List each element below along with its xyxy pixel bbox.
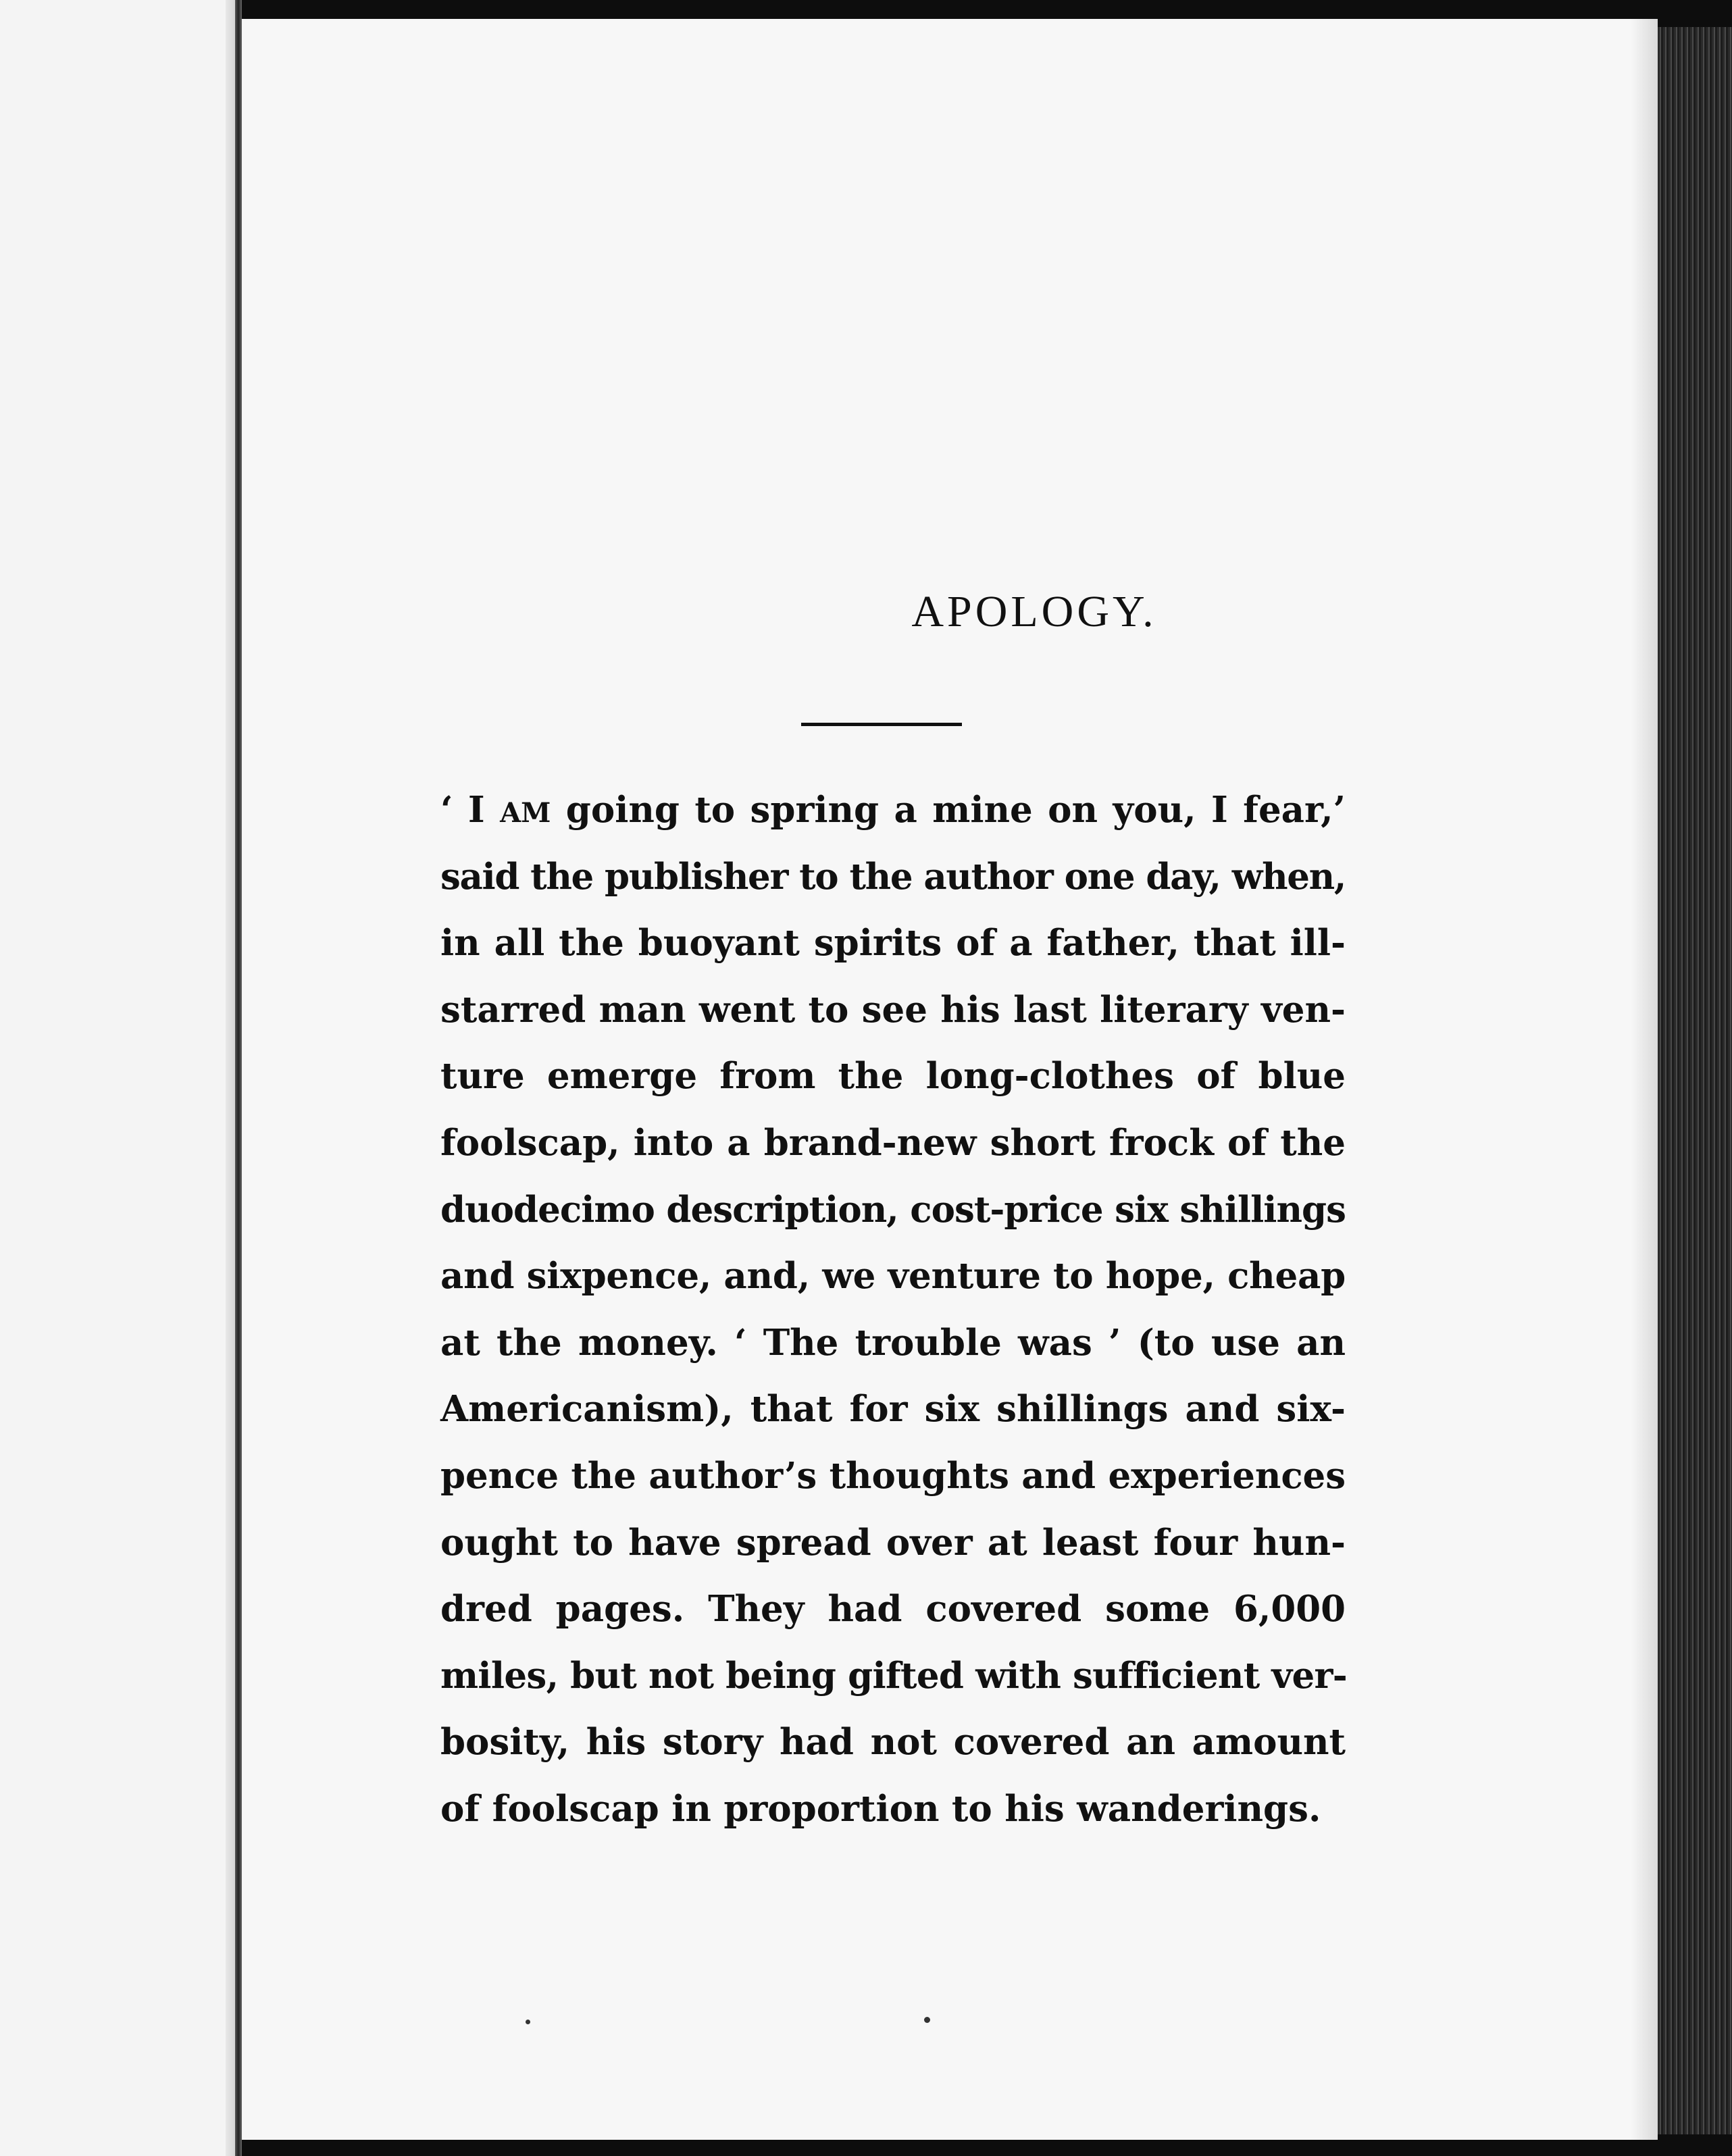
- line-text: dred pages. They had covered some 6,000: [440, 1588, 1346, 1631]
- text-line: [440, 1376, 1346, 1443]
- text-line: [440, 1576, 1346, 1643]
- line-text: ture emerge from the long-clothes of blue: [440, 1055, 1346, 1098]
- text-line: [440, 1709, 1346, 1776]
- book-gutter: [235, 0, 242, 2156]
- line-text: ought to have spread over at least four hun-: [440, 1521, 1346, 1564]
- line-text: of foolscap in proportion to his wanderings.: [440, 1787, 1321, 1830]
- paper-speck: [526, 2020, 530, 2024]
- text-line: [440, 1110, 1346, 1177]
- line-text: foolscap, into a brand-new short frock of the: [440, 1121, 1346, 1164]
- text-line: [440, 1310, 1346, 1377]
- text-line: [440, 844, 1346, 910]
- line-text: duodecimo description, cost-price six shillings: [440, 1188, 1346, 1231]
- small-caps-word: AM: [500, 797, 551, 829]
- text-line: [440, 1177, 1346, 1243]
- page-heading: APOLOGY.: [911, 587, 1157, 636]
- line-text: pence the author’s thoughts and experiences: [440, 1454, 1346, 1497]
- body-text: [440, 777, 1346, 1843]
- text-line: [440, 1643, 1346, 1710]
- text-line: [440, 777, 1346, 844]
- paper-speck: [924, 2017, 930, 2023]
- page-edge-stack: [1658, 27, 1732, 2134]
- line-text: bosity, his story had not covered an amount: [440, 1721, 1346, 1764]
- line-text: miles, but not being gifted with sufficient ver-: [440, 1654, 1348, 1697]
- line-text: starred man went to see his last literary ven-: [440, 988, 1346, 1031]
- page-content: [242, 19, 1658, 2140]
- line-text: Americanism), that for six shillings and six-: [440, 1388, 1346, 1431]
- text-line: [440, 1510, 1346, 1576]
- opening-quote: ‘ I: [440, 789, 485, 831]
- heading-rule: [801, 723, 962, 726]
- line-text: and sixpence, and, we venture to hope, cheap: [440, 1255, 1346, 1298]
- text-line: [440, 977, 1346, 1044]
- left-page: [0, 0, 238, 2156]
- text-line: [440, 1776, 1346, 1843]
- line-text: said the publisher to the author one day, when,: [440, 855, 1346, 898]
- line-text: going to spring a mine on you, I fear,’: [565, 789, 1346, 831]
- text-line: [440, 1043, 1346, 1110]
- text-line: [440, 910, 1346, 977]
- text-line: [440, 1243, 1346, 1310]
- line-text: in all the buoyant spirits of a father, that ill-: [440, 922, 1346, 965]
- line-text: at the money. ‘ The trouble was ’ (to use an: [440, 1321, 1346, 1364]
- text-line: [440, 1443, 1346, 1510]
- right-page: [242, 19, 1658, 2140]
